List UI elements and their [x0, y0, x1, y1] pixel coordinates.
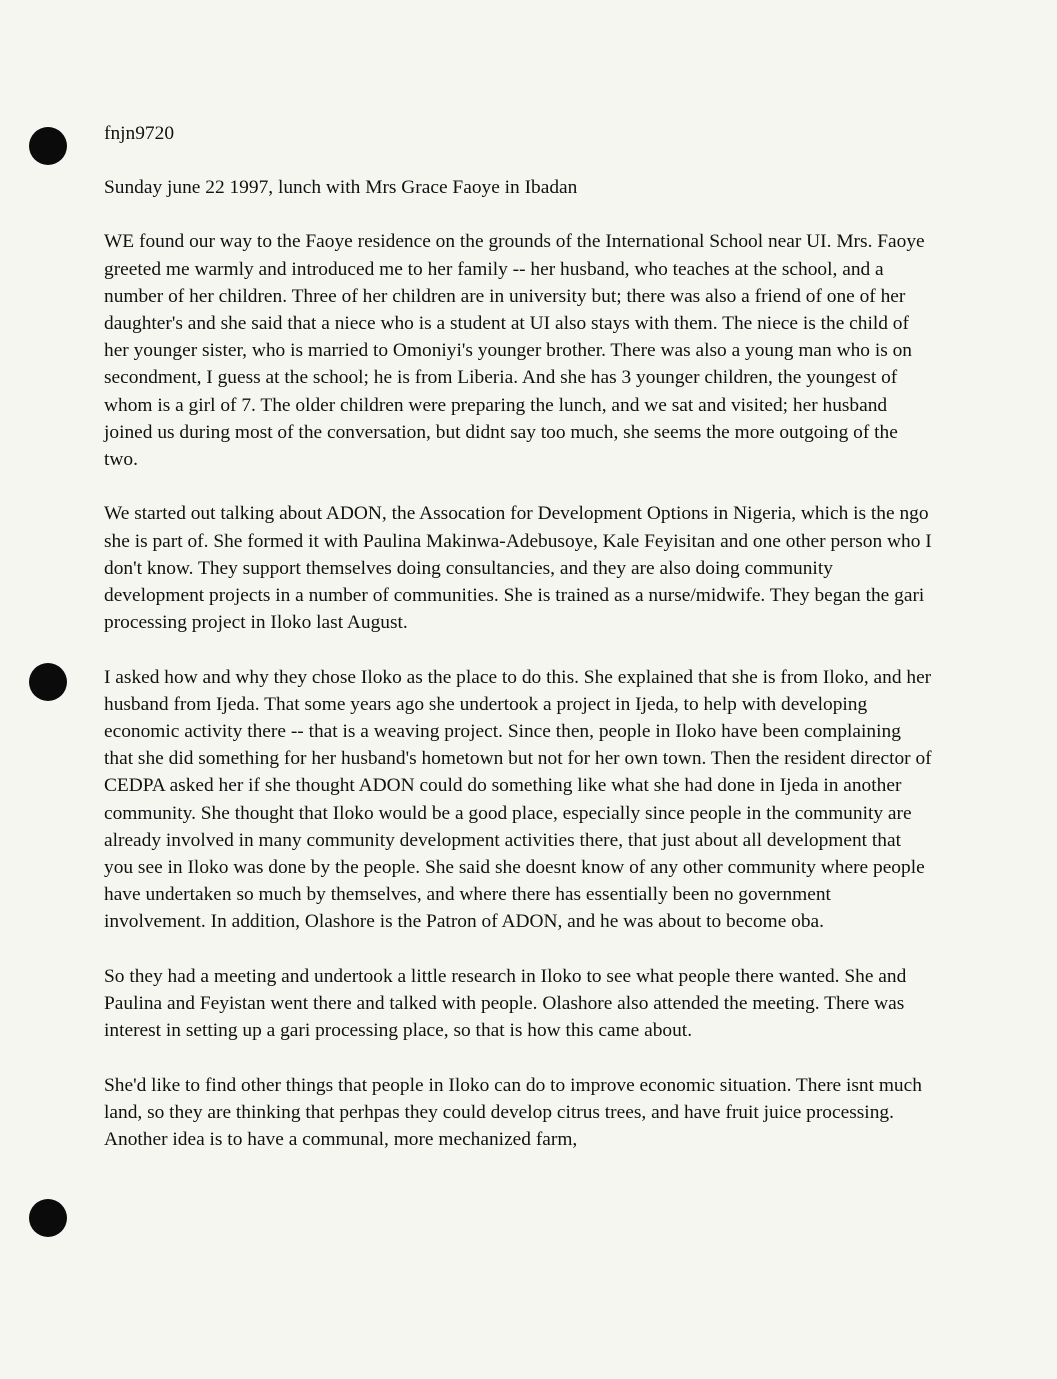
- punch-hole-middle: [29, 663, 67, 701]
- paragraph: We started out talking about ADON, the Assocation for Development Options in Nigeria, which is the ngo she is part of. She formed it with Paulina Makinwa-Adebusoye, Kale Feyisitan and one other person who I don't know. They support themselves doing consultancies, and they are also doing community development projects in a number of communities. She is trained as a nurse/midwife. They began the gari processing project in Iloko last August.: [104, 503, 932, 634]
- document-id: fnjn9720: [104, 123, 175, 144]
- document-heading: Sunday june 22 1997, lunch with Mrs Grace Faoye in Ibadan: [104, 177, 578, 199]
- paragraph: I asked how and why they chose Iloko as the place to do this. She explained that she is from Iloko, and her husband from Ijeda. That some years ago she undertook a project in Ijeda, to help with developing economic activity there -- that is a weaving project. Since then, people in Iloko have been complaining that she did something for her husband's hometown but not for her own town. Then the resident director of CEDPA asked her if she thought ADON could do something like what she had done in Ijeda in another community. She thought that Iloko would be a good place, especially since people in the community are already involved in many community development activities there, that just about all development that you see in Iloko was done by the people. She said she doesnt know of any other community where people have undertaken so much by themselves, and where there has essentially been no government involvement. In addition, Olashore is the Patron of ADON, and he was about to become oba.: [104, 666, 932, 933]
- punch-hole-top: [29, 127, 67, 165]
- document-body: [104, 120, 934, 1180]
- paragraph: So they had a meeting and undertook a little research in Iloko to see what people there wanted. She and Paulina and Feyistan went there and talked with people. Olashore also attended the meeting. There was interest in setting up a gari processing place, so that is how this came about.: [104, 965, 907, 1042]
- paragraph: WE found our way to the Faoye residence on the grounds of the International School near UI. Mrs. Faoye greeted me warmly and introduced me to her family -- her husband, who teaches at the school, and a number of her children. Three of her children are in university but; there was also a friend of one of her daughter's and she said that a niece who is a student at UI also stays with them. The niece is the child of her younger sister, who is married to Omoniyi's younger brother. There was also a young man who is on secondment, I guess at the school; he is from Liberia. And she has 3 younger children, the youngest of whom is a girl of 7. The older children were preparing the lunch, and we sat and visited; her husband joined us during most of the conversation, but didnt say too much, she seems the more outgoing of the two.: [104, 231, 925, 471]
- punch-hole-bottom: [29, 1199, 67, 1237]
- paragraph: She'd like to find other things that people in Iloko can do to improve economic situation. There isnt much land, so they are thinking that perhpas they could develop citrus trees, and have fruit juice processing. Another idea is to have a communal, more mechanized farm,: [104, 1074, 922, 1151]
